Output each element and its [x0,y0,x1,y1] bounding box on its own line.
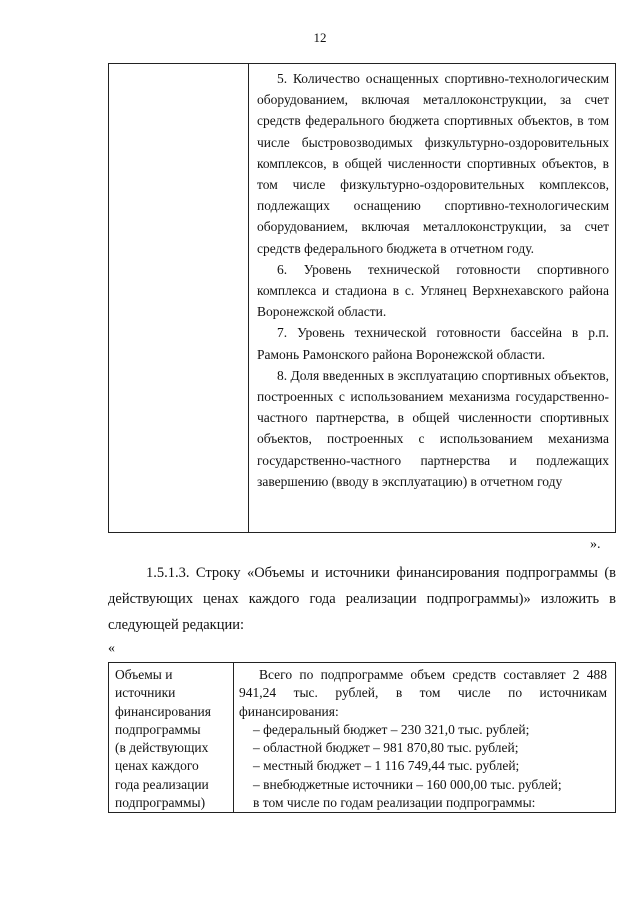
header-line: источники [115,685,176,701]
financing-header-cell [115,666,231,812]
column-divider [233,663,234,812]
header-line: подпрограммы) [115,795,206,811]
financing-total: Всего по подпрограмме объем средств составляет 2 488 941,24 тыс. рублей, в том числе по источникам финансирования: [239,667,607,719]
indicators-cell [257,68,609,492]
header-line: года реализации [115,776,209,792]
header-line: Объемы и [115,667,173,682]
opening-quote: « [108,641,115,656]
column-divider [248,64,249,532]
financing-by-year-intro: в том числе по годам реализации подпрограммы: [253,795,536,811]
header-line: ценах каждого [115,758,199,774]
financing-source-item: – внебюджетные источники – 160 000,00 тыс. рублей; [253,776,562,792]
indicator-item-6: 6. Уровень технической готовности спортивного комплекса и стадиона в с. Углянец Верхнехавского района Воронежской области. [257,261,609,320]
closing-quote: ». [590,537,601,552]
header-line: финансирования [115,703,211,719]
indicator-item-8: 8. Доля введенных в эксплуатацию спортивных объектов, построенных с использованием механизма государственно-частного партнерства, в общей численности спортивных объектов, построенных с использованием механизма государственно-частного партнерства и подлежащих завершению (вводу в эксплуатацию) в отчетном году [257,367,609,489]
amendment-paragraph: 1.5.1.3. Строку «Объемы и источники финансирования подпрограммы (в действующих ценах каждого года реализации подпрограммы)» изложить в следующей редакции: [108,565,616,633]
financing-table [108,662,616,813]
financing-source-item: – областной бюджет – 981 870,80 тыс. рублей; [253,740,519,756]
indicator-item-5: 5. Количество оснащенных спортивно-технологическим оборудованием, включая металлоконструкции, за счет средств федерального бюджета спортивных объектов, в том числе быстровозводимых физкультурно-оздоровительных комплексов, в общей численности спортивных объектов, в том числе физкультурно-оздоровительных комплексов, подлежащих оснащению спортивно-технологическим оборудованием, включая металлоконструкции, за счет средств федерального бюджета в отчетном году. [257,71,609,256]
header-line: подпрограммы [115,721,201,737]
indicator-item-7: 7. Уровень технической готовности бассейна в р.п. Рамонь Рамонского района Воронежской области. [257,325,609,362]
financing-source-item: – местный бюджет – 1 116 749,44 тыс. рублей; [253,758,520,774]
financing-content-cell [239,666,607,812]
indicators-table [108,63,616,533]
financing-source-item: – федеральный бюджет – 230 321,0 тыс. рублей; [253,721,530,737]
header-line: (в действующих [115,740,209,756]
page-number: 12 [313,30,327,45]
